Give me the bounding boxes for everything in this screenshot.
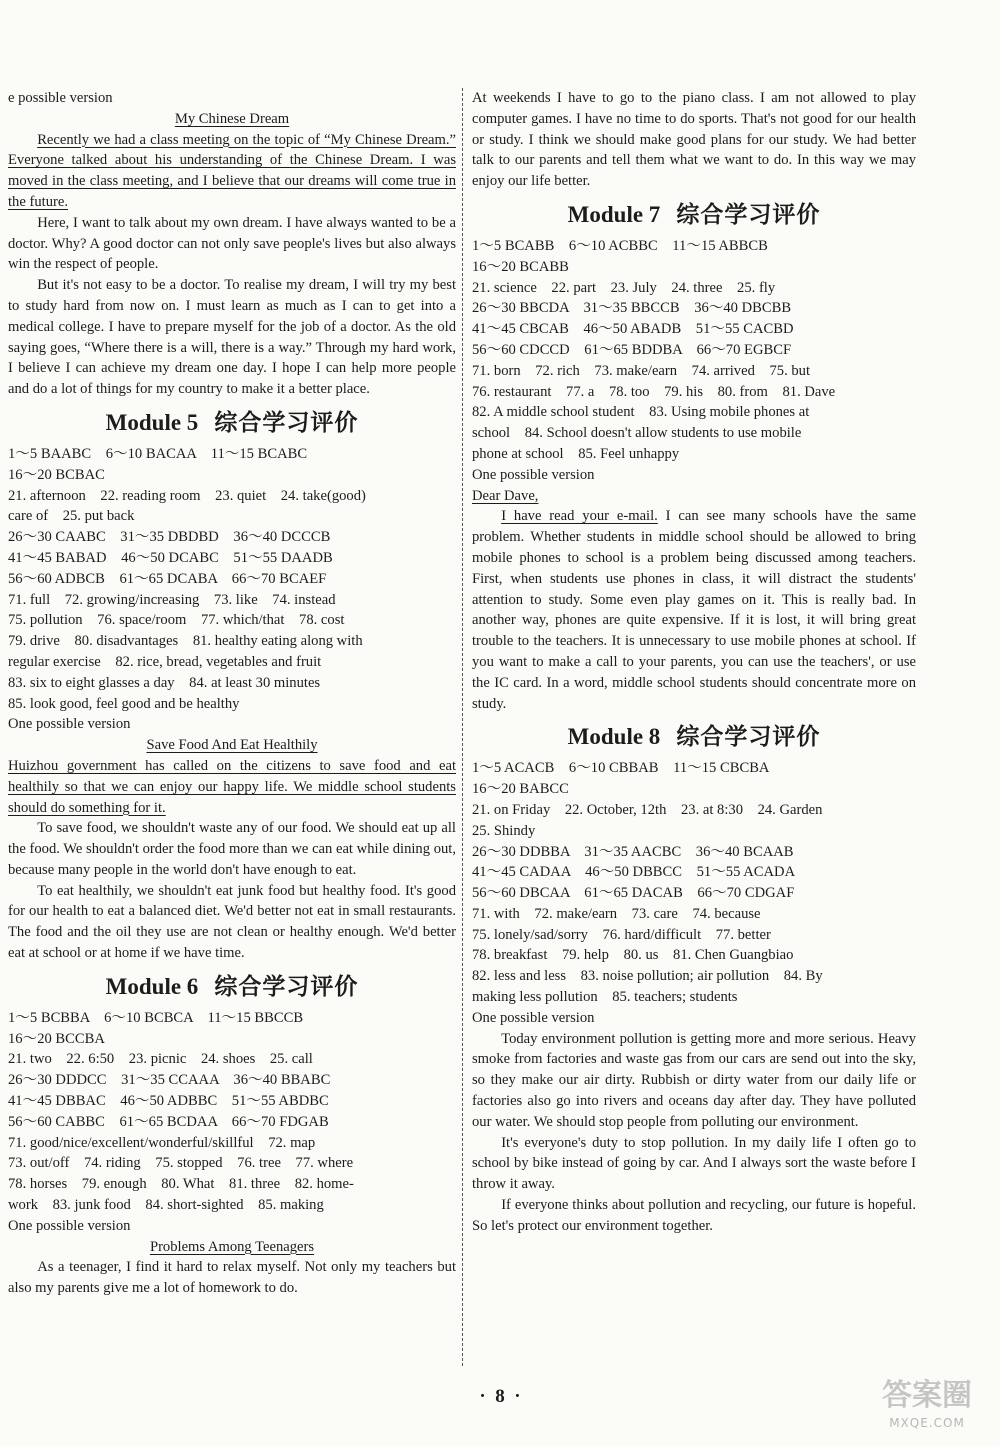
module-subtitle: 综合学习评价 [676, 201, 821, 228]
answer-line: 85. look good, feel good and be healthy [8, 695, 240, 712]
answer-line: 1～5 BAABC 6～10 BACAA 11～15 BCABC [8, 445, 308, 462]
module-6-heading [8, 971, 456, 1003]
left-column [8, 88, 456, 1299]
module-subtitle: 综合学习评价 [676, 724, 821, 751]
page-number-value: 8 [495, 1386, 505, 1407]
answer-line: 71. born 72. rich 73. make/earn 74. arrived 75. but [472, 362, 811, 379]
answer-line: 41～45 BABAD 46～50 DCABC 51～55 DAADB [8, 549, 333, 566]
answer-line: 56～60 DBCAA 61～65 DACAB 66～70 CDGAF [472, 885, 795, 902]
page-number: · 8 · [479, 1386, 521, 1407]
answer-line: 78. horses 79. enough 80. What 81. three 82. home- [8, 1176, 354, 1193]
module-subtitle: 综合学习评价 [214, 973, 359, 1000]
answer-line: 16～20 BCBAC [8, 466, 105, 483]
answer-line: 71. with 72. make/earn 73. care 74. because [472, 905, 761, 922]
version-label: One possible version [472, 1009, 595, 1026]
version-label: One possible version [8, 1217, 131, 1234]
letter-body: I can see many schools have the same problem. Whether students in middle school should be allowed to bring mobile phones to school is a problem being discussed among teachers. First, when students use phones in class, it will distract the students' attention to study. Some even play games on it. This is really bad. In another way, phones are quite expensive. If it is lost, it will bring great trouble to the teachers. It is unnecessary to use mobile phones at school. If you want to make a call to your parents, you can use the teachers', or use the IC card. In a word, middle school students should concentrate more on study. [472, 508, 916, 712]
essay-paragraph: If everyone thinks about pollution and recycling, our future is hopeful. So let's protect our environment together. [472, 1197, 916, 1234]
underlined-opening: I have read your e-mail. [501, 508, 658, 525]
answer-line: 21. two 22. 6:50 23. picnic 24. shoes 25. call [8, 1051, 313, 1068]
module-7-answers [472, 236, 916, 465]
module-title: Module 7 [567, 201, 661, 227]
essay-title: Problems Among Teenagers [149, 1238, 315, 1255]
version-label: One possible version [472, 466, 595, 483]
essay-paragraph: As a teenager, I find it hard to relax myself. Not only my teachers but also my parents give me a lot of homework to do. [8, 1259, 456, 1297]
watermark-logo: 答案圈 [882, 1378, 972, 1413]
answer-line: 78. breakfast 79. help 80. us 81. Chen Guangbiao [472, 947, 794, 964]
module-6-answers [8, 1008, 456, 1216]
essay-paragraph: It's everyone's duty to stop pollution. In my daily life I often go to school by bike instead of going by car. And I always sort the waste before I throw it away. [472, 1134, 916, 1193]
module-title: Module 5 [105, 409, 199, 435]
answer-line: 82. less and less 83. noise pollution; air pollution 84. By [472, 968, 823, 985]
answer-line: 41～45 CBCAB 46～50 ABADB 51～55 CACBD [472, 321, 794, 338]
answer-line: care of 25. put back [8, 508, 135, 525]
answer-line: phone at school 85. Feel unhappy [472, 445, 680, 462]
answer-line: 71. full 72. growing/increasing 73. like 74. instead [8, 591, 336, 608]
right-column [472, 88, 916, 1237]
answer-line: work 83. junk food 84. short-sighted 85. making [8, 1197, 324, 1214]
answer-line: 82. A middle school student 83. Using mobile phones at [472, 404, 810, 421]
column-divider [462, 88, 463, 1366]
answer-line: 79. drive 80. disadvantages 81. healthy eating along with [8, 633, 363, 650]
answer-line: 75. pollution 76. space/room 77. which/that 78. cost [8, 612, 345, 629]
module-8-heading [472, 721, 916, 753]
module-5-heading [8, 407, 456, 439]
essay-paragraph: Here, I want to talk about my own dream. I have always wanted to be a doctor. Why? A good doctor can not only save people's lives but also always win the respect of people. [8, 214, 456, 273]
answer-line: school 84. School doesn't allow students to use mobile [472, 425, 802, 442]
underlined-topic-sentence: Recently we had a class meeting on the topic of “My Chinese Dream.” Everyone talked about his understanding of the Chinese Dream. I was moved in the class meeting, and I believe that our dreams will come true in the future. [8, 131, 456, 210]
answer-line: 25. Shindy [472, 822, 536, 839]
answer-line: 21. on Friday 22. October, 12th 23. at 8:30 24. Garden [472, 801, 823, 818]
essay-title: Save Food And Eat Healthily [146, 737, 318, 754]
answer-line: 75. lonely/sad/sorry 76. hard/difficult 77. better [472, 926, 771, 943]
watermark-url: MXQE.COM [889, 1416, 965, 1430]
answer-line: 21. science 22. part 23. July 24. three 25. fly [472, 279, 776, 296]
answer-line: 73. out/off 74. riding 75. stopped 76. tree 77. where [8, 1155, 354, 1172]
essay-paragraph: To save food, we shouldn't waste any of our food. We should eat up all the food. We shouldn't order the food more than we can eat while dining out, because many people in the world don't have enough to eat. [8, 820, 456, 878]
version-label: e possible version [8, 90, 113, 106]
answer-line: 56～60 CABBC 61～65 BCDAA 66～70 FDGAB [8, 1113, 329, 1130]
module-subtitle: 综合学习评价 [214, 409, 359, 436]
essay-continuation: At weekends I have to go to the piano class. I am not allowed to play computer games. I have no time to do sports. That's not good for our health or study. I think we should make good plans for our study. We had better talk to our parents and tell them what we want to do. In this way we may enjoy our life better. [472, 90, 916, 190]
answer-line: 56～60 CDCCD 61～65 BDDBA 66～70 EGBCF [472, 341, 792, 358]
essay-paragraph [8, 130, 456, 213]
essay-paragraph: But it's not easy to be a doctor. To realise my dream, I will try my best to study hard from now on. I must learn as much as I can to get into a medical college. I have to prepare myself for the job of a doctor. As the old saying goes, “Where there is a will, there is a way.” Through my hard work, I believe I can achieve my dream one day. I hope I can help more people and do a lot of things for my country to make it a better place. [8, 277, 456, 398]
answer-line: 16～20 BABCC [472, 781, 569, 798]
answer-line: 41～45 CADAA 46～50 DBBCC 51～55 ACADA [472, 864, 796, 881]
answer-line: 16～20 BCCBA [8, 1030, 105, 1047]
answer-line: 1～5 ACACB 6～10 CBBAB 11～15 CBCBA [472, 760, 770, 777]
answer-line: 76. restaurant 77. a 78. too 79. his 80. from 81. Dave [472, 383, 836, 400]
answer-line: 16～20 BCABB [472, 258, 569, 275]
answer-line: 71. good/nice/excellent/wonderful/skillful 72. map [8, 1134, 316, 1151]
module-8-answers [472, 758, 916, 1008]
module-title: Module 8 [567, 724, 661, 750]
module-title: Module 6 [105, 973, 199, 999]
answer-line: making less pollution 85. teachers; students [472, 989, 738, 1006]
version-label: One possible version [8, 716, 131, 733]
answer-line: 26～30 DDDCC 31～35 CCAAA 36～40 BBABC [8, 1072, 331, 1089]
letter-paragraph [472, 506, 916, 714]
essay-paragraph: Today environment pollution is getting more and more serious. Heavy smoke from factories and waste gas from our cars are send out into the sky, so they make our air dirty. Rubbish or dirty water from our daily life or factories also go into rivers and oceans day after day. They have polluted our water. We should stop people from polluting our environment. [472, 1030, 916, 1130]
answer-line: 1～5 BCBBA 6～10 BCBCA 11～15 BBCCB [8, 1009, 304, 1026]
answer-line: 21. afternoon 22. reading room 23. quiet 24. take(good) [8, 487, 366, 504]
site-watermark [862, 1376, 992, 1440]
answer-line: 26～30 BBCDA 31～35 BBCCB 36～40 DBCBB [472, 300, 792, 317]
essay-title: My Chinese Dream [174, 110, 290, 127]
essay-paragraph: To eat healthily, we shouldn't eat junk food but healthy food. It's good for our health to eat a balanced diet. We'd better not eat in small restaurants. The food and the oil they use are not clean or healthy enough. We'd better eat at school or at home if we have time. [8, 882, 456, 962]
underlined-opening: Huizhou government has called on the citizens to save food and eat healthily so that we can enjoy our happy life. We middle school students should do something for it. [8, 757, 456, 816]
answer-line: 26～30 CAABC 31～35 DBDBD 36～40 DCCCB [8, 529, 331, 546]
answer-line: 1～5 BCABB 6～10 ACBBC 11～15 ABBCB [472, 237, 768, 254]
answer-line: 83. six to eight glasses a day 84. at least 30 minutes [8, 674, 321, 691]
module-7-heading [472, 199, 916, 231]
underlined-greeting: Dear Dave, [472, 487, 539, 504]
answer-line: regular exercise 82. rice, bread, vegetables and fruit [8, 653, 322, 670]
letter-greeting [472, 486, 916, 507]
answer-line: 26～30 DDBBA 31～35 AACBC 36～40 BCAAB [472, 843, 794, 860]
answer-line: 56～60 ADBCB 61～65 DCABA 66～70 BCAEF [8, 570, 327, 587]
answer-line: 41～45 DBBAC 46～50 ADBBC 51～55 ABDBC [8, 1093, 329, 1110]
module-5-answers [8, 444, 456, 714]
